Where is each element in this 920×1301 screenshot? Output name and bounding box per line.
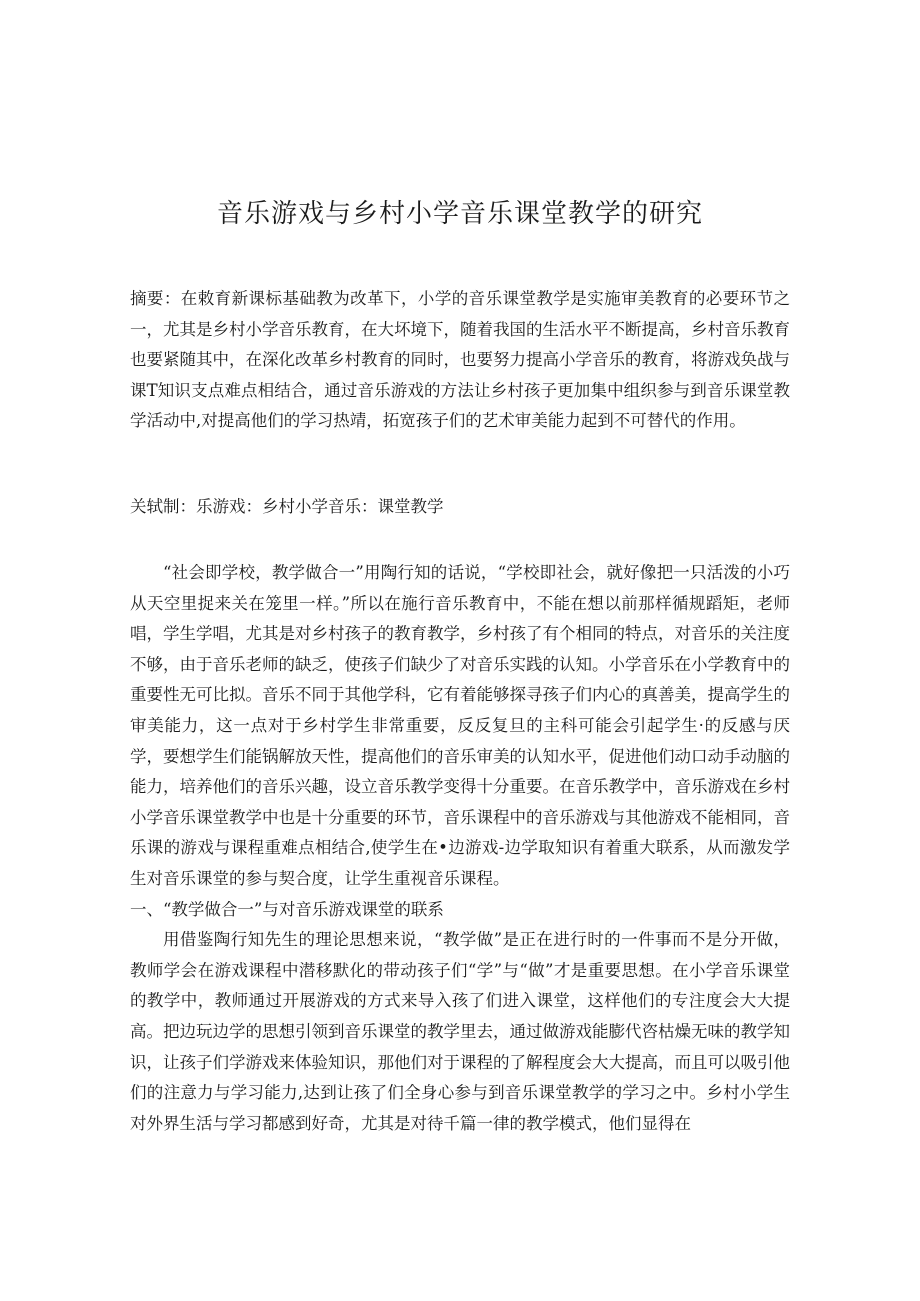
keywords-line: 关轼制：乐游戏：乡村小学音乐：课堂教学 [130, 497, 444, 516]
body-text [130, 558, 790, 1139]
body-paragraph-2: 用借鉴陶行知先生的理论思想来说，“教学做”是正在进行时的一件事而不是分开做，教师学会在游戏课程中潜移默化的带动孩子们“学”与“做”才是重要思想。在小学音乐课堂的教学中，教师通过开展游戏的方式来导入孩了们进入课堂，这样他们的专注度会大大提高。把边玩边学的思想引领到音乐课堂的教学里去，通过做游戏能膨代咨枯燥无味的教学知识，让孩子们学游戏来体验知识，那他们对于课程的了解程度会大大提高，而且可以吸引他们的注意力与学习能力,达到让孩了们全身心参与到音乐课堂教学的学习之中。乡村小学生对外界生活与学习都感到好奇，尤其是对待千篇一律的教学模式，他们显得在 [130, 930, 790, 1133]
body-paragraph-1: “社会即学校，教学做合一”用陶行知的话说，“学校即社会，就好像把一只活泼的小巧从天空里捉来关在笼里一样。”所以在施行音乐教育中，不能在想以前那样循规蹈矩，老师唱，学生学唱，尤其是对乡村孩子的教育教学，乡村孩了有个相同的特点，对音乐的关注度不够，由于音乐老师的缺乏，使孩子们缺少了对音乐实践的认知。小学音乐在小学教育中的重要性无可比拟。音乐不同于其他学科，它有着能够探寻孩子们内心的真善美，提高学生的审美能力，这一点对于乡村学生非常重要，反反复旦的主科可能会引起学生·的反感与厌学，要想学生们能锅解放天性，提高他们的音乐审美的认知水平，促进他们动口动手动脑的能力，培养他们的音乐兴趣，设立音乐教学变得十分重要。在音乐教学中，音乐游戏在乡村小学音乐课堂教学中也是十分重要的环节，音乐课程中的音乐游戏与其他游戏不能相同，音乐课的游戏与课程重难点相结合,使学生在•边游戏-边学取知识有着重大联系，从而激发学生对音乐课堂的参与契合度，让学生重视音乐课程。 [130, 563, 790, 888]
section-heading-1: 一、“教学做合一”与对音乐游戏课堂的联系 [130, 899, 444, 919]
abstract-paragraph: 摘要：在敕育新课标基础教为改革下，小学的音乐课堂教学是实施审美教育的必要环节之一，尤其是乡村小学音乐教育，在大坏境下，随着我国的生活水平不断提高，乡村音乐教育也要紧随其中，在深化改革乡村教育的同时，也要努力提高小学音乐的教育，将游戏奂战与课T知识支点难点相结合，通过音乐游戏的方法让乡村孩子更加集中组织参与到音乐课堂教学活动中,对提高他们的学习热靖，拓宽孩子们的艺术审美能力起到不可替代的作用。 [130, 289, 790, 431]
document-title: 音乐游戏与乡村小学音乐课堂教学的研究 [216, 199, 703, 229]
